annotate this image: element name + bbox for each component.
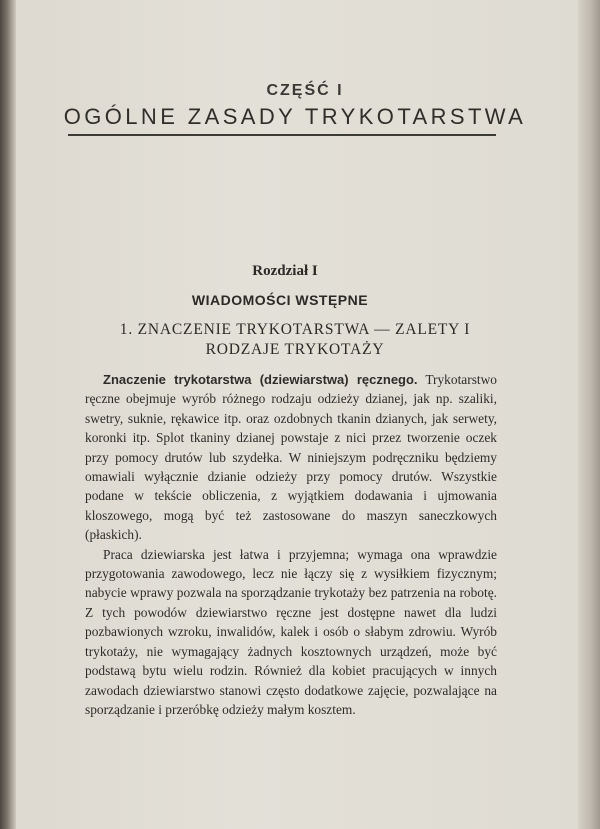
body-text [85,370,497,719]
chapter-title: WIADOMOŚCI WSTĘPNE [191,292,369,308]
paragraph-1 [85,370,497,545]
paragraph-lead: Znaczenie trykotarstwa (dziewiarstwa) ręcznego. [103,372,418,387]
section-title: 1. ZNACZENIE TRYKOTARSTWA — ZALETY I RODZAJE TRYKOTAŻY [119,321,471,358]
title-rule [68,134,496,136]
part-label: CZĘŚĆ I [266,82,344,99]
chapter-label: Rozdział I [252,263,318,279]
paragraph-1-text: Trykotarstwo ręczne obejmuje wyrób różnego rodzaju odzieży dzianej, jak np. szaliki, swetry, suknie, rękawice itp. oraz ozdobnych tkanin dzianych, jak serwety, koronki itp. Splot tkaniny dzianej powstaje z nici przez tworzenie oczek przy pomocy drutów lub szydełka. W niniejszym podręczniku będziemy omawiali wyłącznie dzianie odzieży przy pomocy drutów. Wszystkie podane w tekście obliczenia, z wyjątkiem dodawania i ujmowania kloszowego, mogą być też zastosowane do maszyn saneczkowych (płaskich). [85,372,497,543]
book-spine-shadow [0,0,16,829]
page-edge [578,0,600,829]
paragraph-2 [85,545,497,720]
paragraph-2-text: Praca dziewiarska jest łatwa i przyjemna; wymaga ona wprawdzie przygotowania zawodowego, lecz nie łączy się z wysiłkiem fizycznym; nabycie wprawy pozwala na sporządzanie trykotaży bez patrzenia na robotę. Z tych powodów dziewiarstwo ręczne jest dostępne nawet dla ludzi pozbawionych wzroku, inwalidów, kalek i osób o słabym zdrowiu. Wyrób trykotaży, nie wymagający żadnych kosztownych urządzeń, może być podstawą bytu wielu rodzin. Również dla kobiet pracujących w innych zawodach dziewiarstwo stanowi często dodatkowe zajęcie, pozwalające na sporządzanie i przeróbkę odzieży małym kosztem. [85,546,497,717]
part-title: OGÓLNE ZASADY TRYKOTARSTWA [63,104,527,129]
